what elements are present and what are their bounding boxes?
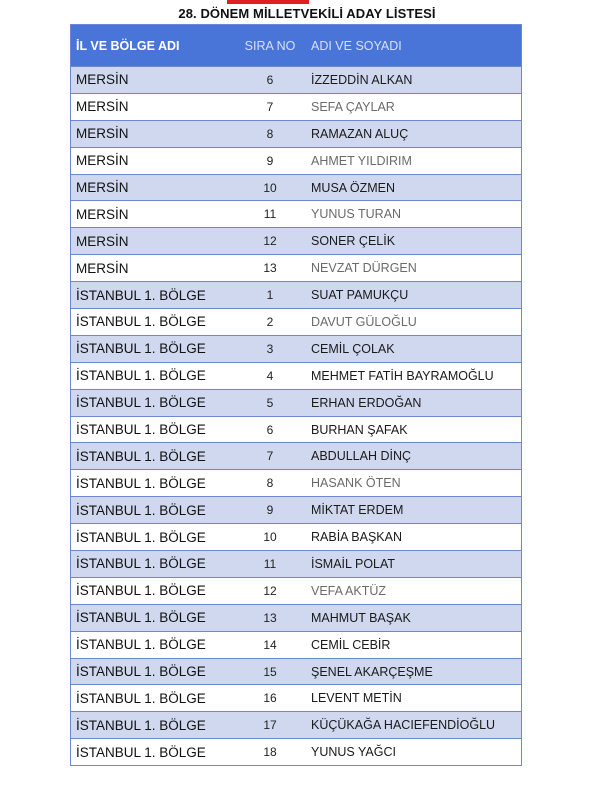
- name-cell: KÜÇÜKAĞA HACIEFENDİOĞLU: [311, 718, 496, 733]
- header-name: ADI VE SOYADI: [311, 38, 402, 53]
- order-cell: 11: [263, 556, 277, 571]
- table-row: [71, 711, 521, 738]
- order-cell: 10: [263, 180, 277, 195]
- table-row: [71, 254, 521, 281]
- name-cell: İZZEDDİN ALKAN: [311, 72, 413, 87]
- table-row: [71, 389, 521, 416]
- table-header: [71, 25, 521, 66]
- region-cell: İSTANBUL 1. BÖLGE: [76, 637, 206, 653]
- name-cell: LEVENT METİN: [311, 691, 402, 706]
- name-cell: HASANK ÖTEN: [311, 476, 401, 491]
- name-cell: NEVZAT DÜRGEN: [311, 261, 417, 276]
- region-cell: MERSİN: [76, 233, 129, 249]
- table-body: [71, 66, 521, 765]
- order-cell: 4: [266, 368, 274, 383]
- name-cell: YUNUS YAĞCI: [311, 745, 396, 760]
- name-cell: MAHMUT BAŞAK: [311, 610, 411, 625]
- order-cell: 12: [263, 583, 277, 598]
- name-cell: YUNUS TURAN: [311, 207, 402, 222]
- table-row: [71, 684, 521, 711]
- table-row: [71, 227, 521, 254]
- region-cell: İSTANBUL 1. BÖLGE: [76, 422, 206, 438]
- table-row: [71, 362, 521, 389]
- table-row: [71, 550, 521, 577]
- region-cell: MERSİN: [76, 180, 129, 195]
- order-cell: 10: [263, 530, 277, 545]
- region-cell: İSTANBUL 1. BÖLGE: [76, 395, 206, 411]
- order-cell: 12: [263, 234, 277, 249]
- region-cell: İSTANBUL 1. BÖLGE: [76, 287, 206, 303]
- order-cell: 14: [263, 637, 277, 652]
- table-row: [71, 496, 521, 523]
- order-cell: 8: [266, 126, 274, 141]
- region-cell: İSTANBUL 1. BÖLGE: [76, 529, 206, 545]
- table-row: [71, 442, 521, 469]
- name-cell: MUSA ÖZMEN: [311, 180, 396, 195]
- name-cell: MEHMET FATİH BAYRAMOĞLU: [311, 368, 494, 383]
- order-cell: 7: [266, 449, 274, 464]
- name-cell: ERHAN ERDOĞAN: [311, 395, 422, 410]
- name-cell: İSMAİL POLAT: [311, 556, 396, 571]
- order-cell: 7: [266, 99, 274, 114]
- name-cell: RAMAZAN ALUÇ: [311, 126, 409, 141]
- order-cell: 15: [263, 664, 277, 679]
- order-cell: 18: [263, 745, 277, 760]
- order-cell: 5: [266, 395, 274, 410]
- table-row: [71, 523, 521, 550]
- table-row: [71, 93, 521, 120]
- order-cell: 3: [266, 341, 274, 356]
- table-row: [71, 416, 521, 443]
- name-cell: BURHAN ŞAFAK: [311, 422, 408, 437]
- region-cell: İSTANBUL 1. BÖLGE: [76, 583, 206, 599]
- region-cell: İSTANBUL 1. BÖLGE: [76, 556, 206, 572]
- name-cell: SUAT PAMUKÇU: [311, 288, 409, 303]
- table-row: [71, 335, 521, 362]
- region-cell: MERSİN: [76, 153, 129, 169]
- header-order: SIRA NO: [244, 38, 296, 53]
- table-row: [71, 469, 521, 496]
- region-cell: MERSİN: [76, 99, 129, 115]
- table-row: [71, 631, 521, 658]
- order-cell: 6: [266, 422, 274, 437]
- order-cell: 11: [263, 207, 277, 222]
- table-row: [71, 577, 521, 604]
- order-cell: 2: [266, 314, 274, 329]
- region-cell: İSTANBUL 1. BÖLGE: [76, 368, 206, 384]
- order-cell: 13: [263, 261, 277, 276]
- region-cell: İSTANBUL 1. BÖLGE: [76, 502, 206, 518]
- order-cell: 17: [263, 718, 277, 733]
- name-cell: VEFA AKTÜZ: [311, 583, 387, 598]
- name-cell: ŞENEL AKARÇEŞME: [311, 664, 433, 679]
- name-cell: ABDULLAH DİNÇ: [311, 449, 412, 464]
- region-cell: MERSİN: [76, 260, 129, 276]
- region-cell: İSTANBUL 1. BÖLGE: [76, 664, 206, 680]
- accent-bar: [227, 0, 309, 4]
- name-cell: SEFA ÇAYLAR: [311, 99, 395, 114]
- region-cell: İSTANBUL 1. BÖLGE: [76, 475, 206, 491]
- candidate-table: [70, 24, 522, 766]
- region-cell: İSTANBUL 1. BÖLGE: [76, 690, 206, 706]
- region-cell: İSTANBUL 1. BÖLGE: [76, 314, 206, 330]
- region-cell: İSTANBUL 1. BÖLGE: [76, 717, 206, 733]
- table-row: [71, 604, 521, 631]
- table-row: [71, 281, 521, 308]
- name-cell: CEMİL CEBİR: [311, 637, 391, 652]
- name-cell: DAVUT GÜLOĞLU: [311, 314, 417, 329]
- table-row: [71, 200, 521, 227]
- table-row: [71, 738, 521, 765]
- table-row: [71, 658, 521, 685]
- order-cell: 1: [266, 288, 274, 303]
- order-cell: 8: [266, 476, 274, 491]
- page-title: 28. DÖNEM MİLLETVEKİLİ ADAY LİSTESİ: [178, 6, 436, 21]
- order-cell: 13: [263, 610, 277, 625]
- table-row: [71, 308, 521, 335]
- region-cell: MERSİN: [76, 72, 129, 88]
- region-cell: İSTANBUL 1. BÖLGE: [76, 744, 206, 760]
- table-row: [71, 120, 521, 147]
- order-cell: 9: [266, 503, 274, 518]
- order-cell: 9: [266, 153, 274, 168]
- order-cell: 6: [266, 72, 274, 87]
- name-cell: SONER ÇELİK: [311, 234, 396, 249]
- table-row: [71, 147, 521, 174]
- region-cell: İSTANBUL 1. BÖLGE: [76, 610, 206, 626]
- region-cell: İSTANBUL 1. BÖLGE: [76, 341, 206, 357]
- name-cell: MİKTAT ERDEM: [311, 503, 404, 518]
- name-cell: CEMİL ÇOLAK: [311, 341, 395, 356]
- region-cell: MERSİN: [76, 206, 129, 222]
- name-cell: AHMET YILDIRIM: [311, 153, 412, 168]
- region-cell: MERSİN: [76, 126, 129, 142]
- table-row: [71, 174, 521, 201]
- table-row: [71, 66, 521, 93]
- header-region: İL VE BÖLGE ADI: [76, 38, 180, 53]
- region-cell: İSTANBUL 1. BÖLGE: [76, 448, 206, 464]
- order-cell: 16: [263, 691, 277, 706]
- name-cell: RABİA BAŞKAN: [311, 530, 403, 545]
